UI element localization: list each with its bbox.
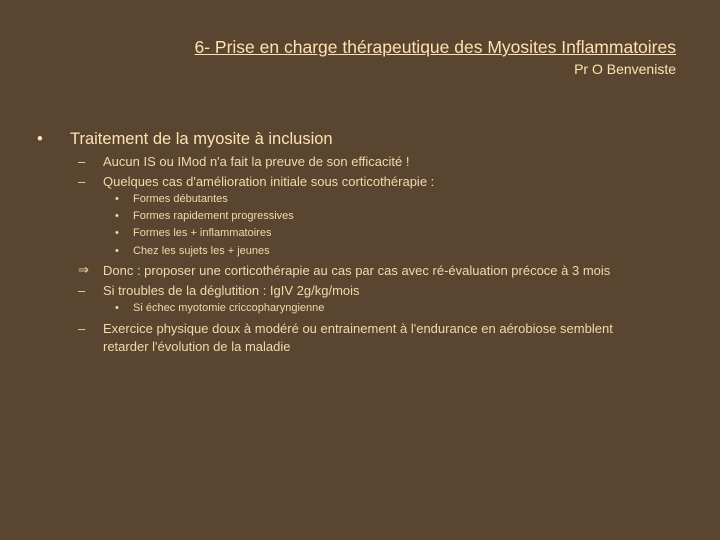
sub-item: Si échec myotomie criccopharyngienne (133, 302, 325, 314)
sub-bullet-marker: • (115, 245, 119, 257)
text-line: Exercice physique doux à modéré ou entrainement à l'endurance en aérobiose semblent (103, 321, 613, 336)
text-line: Si troubles de la déglutition : IgIV 2g/kg/mois (103, 283, 360, 298)
slide-title: 6- Prise en charge thérapeutique des Myosites Inflammatoires (194, 37, 676, 57)
dash-marker: – (78, 174, 86, 189)
text-line: Aucun IS ou IMod n'a fait la preuve de son efficacité ! (103, 154, 410, 169)
text-line-continuation: retarder l'évolution de la maladie (103, 339, 291, 354)
sub-bullet-marker: • (115, 302, 119, 314)
text-line: Quelques cas d'amélioration initiale sous corticothérapie : (103, 174, 435, 189)
dash-marker: – (78, 154, 86, 169)
sub-item: Chez les sujets les + jeunes (133, 245, 270, 257)
text-line: Donc : proposer une corticothérapie au cas par cas avec ré-évaluation précoce à 3 mois (103, 263, 611, 278)
implies-arrow-icon: ⇒ (78, 262, 89, 277)
sub-bullet-marker: • (115, 193, 119, 205)
sub-item: Formes les + inflammatoires (133, 227, 272, 239)
sub-bullet-marker: • (115, 227, 119, 239)
sub-item: Formes débutantes (133, 193, 228, 205)
sub-item: Formes rapidement progressives (133, 210, 294, 222)
section-heading: Traitement de la myosite à inclusion (70, 130, 333, 148)
bullet-marker: • (37, 130, 43, 148)
dash-marker: – (78, 321, 86, 336)
dash-marker: – (78, 283, 86, 298)
sub-bullet-marker: • (115, 210, 119, 222)
slide-author: Pr O Benveniste (574, 61, 676, 77)
